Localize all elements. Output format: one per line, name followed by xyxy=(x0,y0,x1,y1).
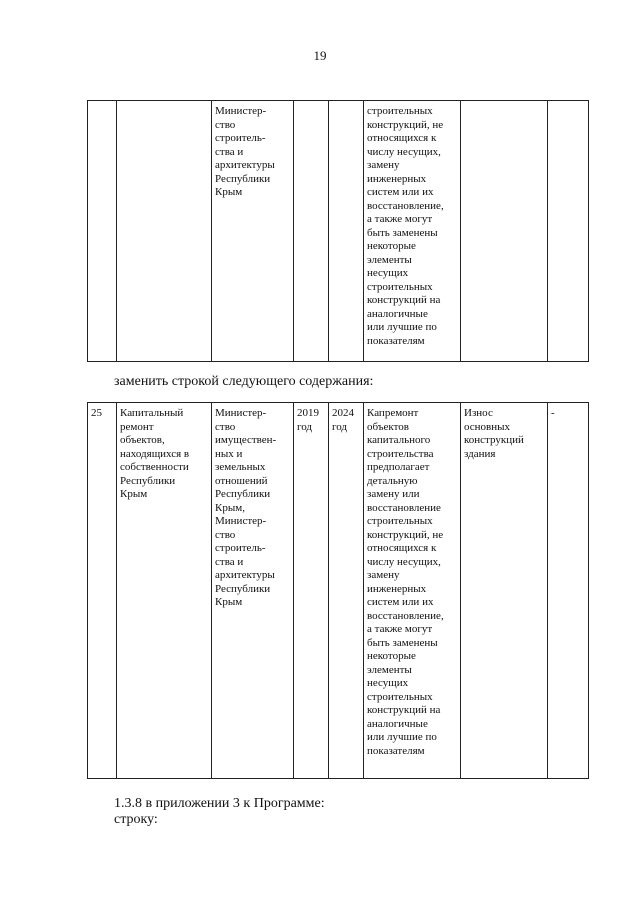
cell-executor: Министер- ство имуществен- ных и земельных отношений Республики Крым, Министер- ство строитель- ства и архитектуры Республики Крым xyxy=(212,403,294,779)
cell-consequence xyxy=(461,101,548,362)
cell-name: Капитальный ремонт объектов, находящихся в собственности Республики Крым xyxy=(117,403,212,779)
cell-description: строительных конструкций, не относящихся к числу несущих, замену инженерных систем или их восстановление, а также могут быть заменены некоторые элементы несущих строительных конструкций на аналогичные или лучшие по показателям xyxy=(364,101,461,362)
cell-start: 2019 год xyxy=(294,403,329,779)
table-previous-row xyxy=(87,100,589,362)
cell-link xyxy=(548,101,589,362)
table-row xyxy=(88,101,589,362)
table-row xyxy=(88,403,589,779)
cell-description: Капремонт объектов капитального строительства предполагает детальную замену или восстановление строительных конструкций, не относящихся к числу несущих, замену инженерных систем или их восстановление, а также могут быть заменены некоторые элементы несущих строительных конструкций на аналогичные или лучшие по показателям xyxy=(364,403,461,779)
page-number: 19 xyxy=(313,48,327,63)
cell-number: 25 xyxy=(88,403,117,779)
table-new-row xyxy=(87,402,589,779)
cell-name xyxy=(117,101,212,362)
cell-end: 2024 год xyxy=(329,403,364,779)
cell-link: - xyxy=(548,403,589,779)
cell-executor: Министер- ство строитель- ства и архитектуры Республики Крым xyxy=(212,101,294,362)
cell-consequence: Износ основных конструкций здания xyxy=(461,403,548,779)
section-heading: 1.3.8 в приложении 3 к Программе: xyxy=(114,796,325,811)
replace-instruction: заменить строкой следующего содержания: xyxy=(114,374,374,389)
row-label: строку: xyxy=(114,812,158,827)
cell-start xyxy=(294,101,329,362)
cell-end xyxy=(329,101,364,362)
cell-number xyxy=(88,101,117,362)
